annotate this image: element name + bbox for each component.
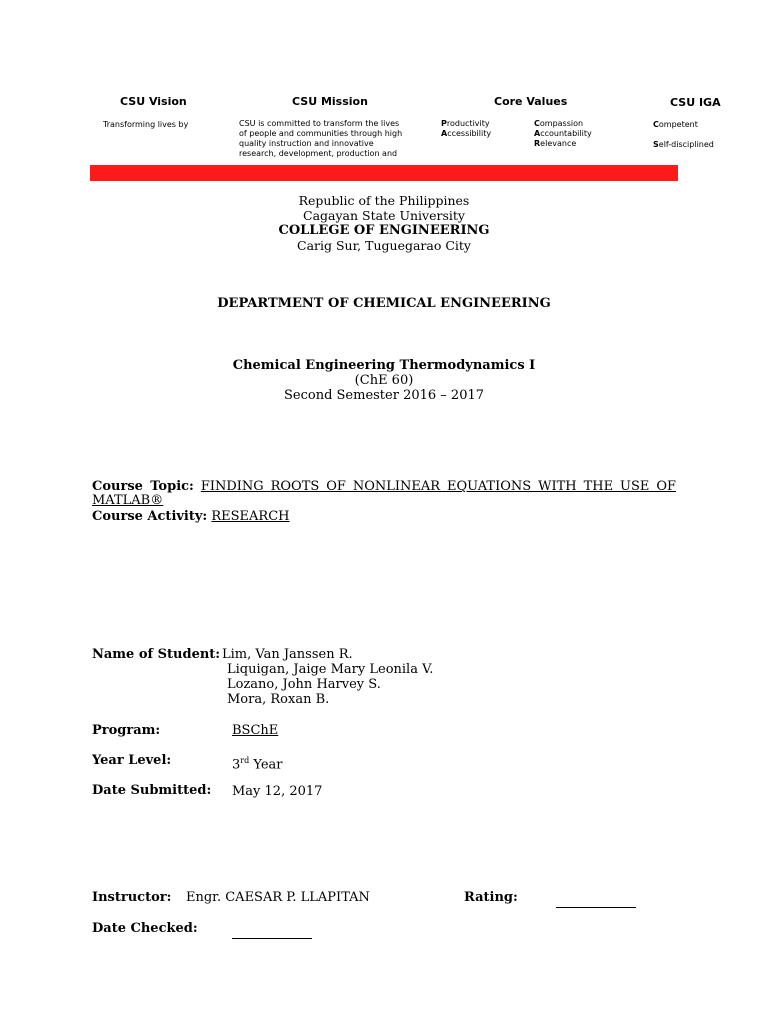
course-topic (92, 480, 676, 524)
values-col1 (441, 119, 491, 139)
address-university: Cagayan State University (303, 207, 465, 223)
course-block (0, 358, 768, 403)
values-col2 (534, 119, 592, 149)
address-college: COLLEGE OF ENGINEERING (278, 223, 490, 238)
course-semester: Second Semester 2016 – 2017 (283, 388, 485, 403)
address-location: Carig Sur, Tuguegarao City (297, 237, 471, 253)
checked-blank (232, 924, 312, 943)
course-name: Chemical Engineering Thermodynamics I (232, 358, 536, 373)
student-name-3: Lozano, John Harvey S. (227, 677, 381, 692)
mission-title: CSU Mission (292, 95, 368, 108)
rating-label: Rating: (464, 890, 518, 905)
submitted-value: May 12, 2017 (232, 784, 323, 799)
department-title: DEPARTMENT OF CHEMICAL ENGINEERING (217, 296, 551, 311)
value-accountability: Accountability (534, 129, 592, 138)
rating-blank (556, 893, 636, 912)
values-title: Core Values (494, 95, 568, 108)
students-label: Name of Student: (92, 647, 221, 662)
program-value: BSChE (232, 723, 279, 738)
instructor-value: Engr. CAESAR P. LLAPITAN (186, 890, 370, 905)
instructor-label: Instructor: (92, 890, 172, 905)
student-name-2: Liquigan, Jaige Mary Leonila V. (227, 662, 434, 677)
iga-item-competent: Competent (653, 120, 698, 129)
student-name-4: Mora, Roxan B. (227, 692, 330, 707)
topic-line-1: Course Topic: FINDING ROOTS OF NONLINEAR EQUATIONS WITH THE USE OF (92, 479, 677, 494)
student-name-1: Lim, Van Janssen R. (222, 647, 353, 662)
year-value: 3rd Year (232, 756, 283, 773)
address-country: Republic of the Philippines (298, 193, 470, 208)
checked-label: Date Checked: (92, 921, 198, 936)
course-activity: Course Activity: RESEARCH (92, 509, 290, 524)
year-label: Year Level: (92, 753, 172, 768)
vision-title: CSU Vision (120, 95, 187, 108)
submitted-label: Date Submitted: (92, 783, 212, 798)
value-productivity: Productivity (441, 119, 490, 128)
iga-title: CSU IGA (670, 96, 721, 109)
red-divider-band (90, 165, 678, 181)
program-label: Program: (92, 723, 161, 738)
address-block (0, 194, 768, 253)
topic-line-2: MATLAB® (92, 493, 164, 508)
value-relevance: Relevance (534, 139, 577, 148)
value-accessibility: Accessibility (441, 129, 492, 138)
value-compassion: Compassion (534, 119, 584, 128)
mission-text: CSU is committed to transform the lives of people and communities through high quality instruction and innovative research, development, production and (239, 119, 403, 158)
vision-text: Transforming lives by (103, 120, 189, 129)
course-code: (ChE 60) (354, 373, 414, 388)
iga-item-self-disciplined: Self-disciplined (653, 140, 714, 149)
